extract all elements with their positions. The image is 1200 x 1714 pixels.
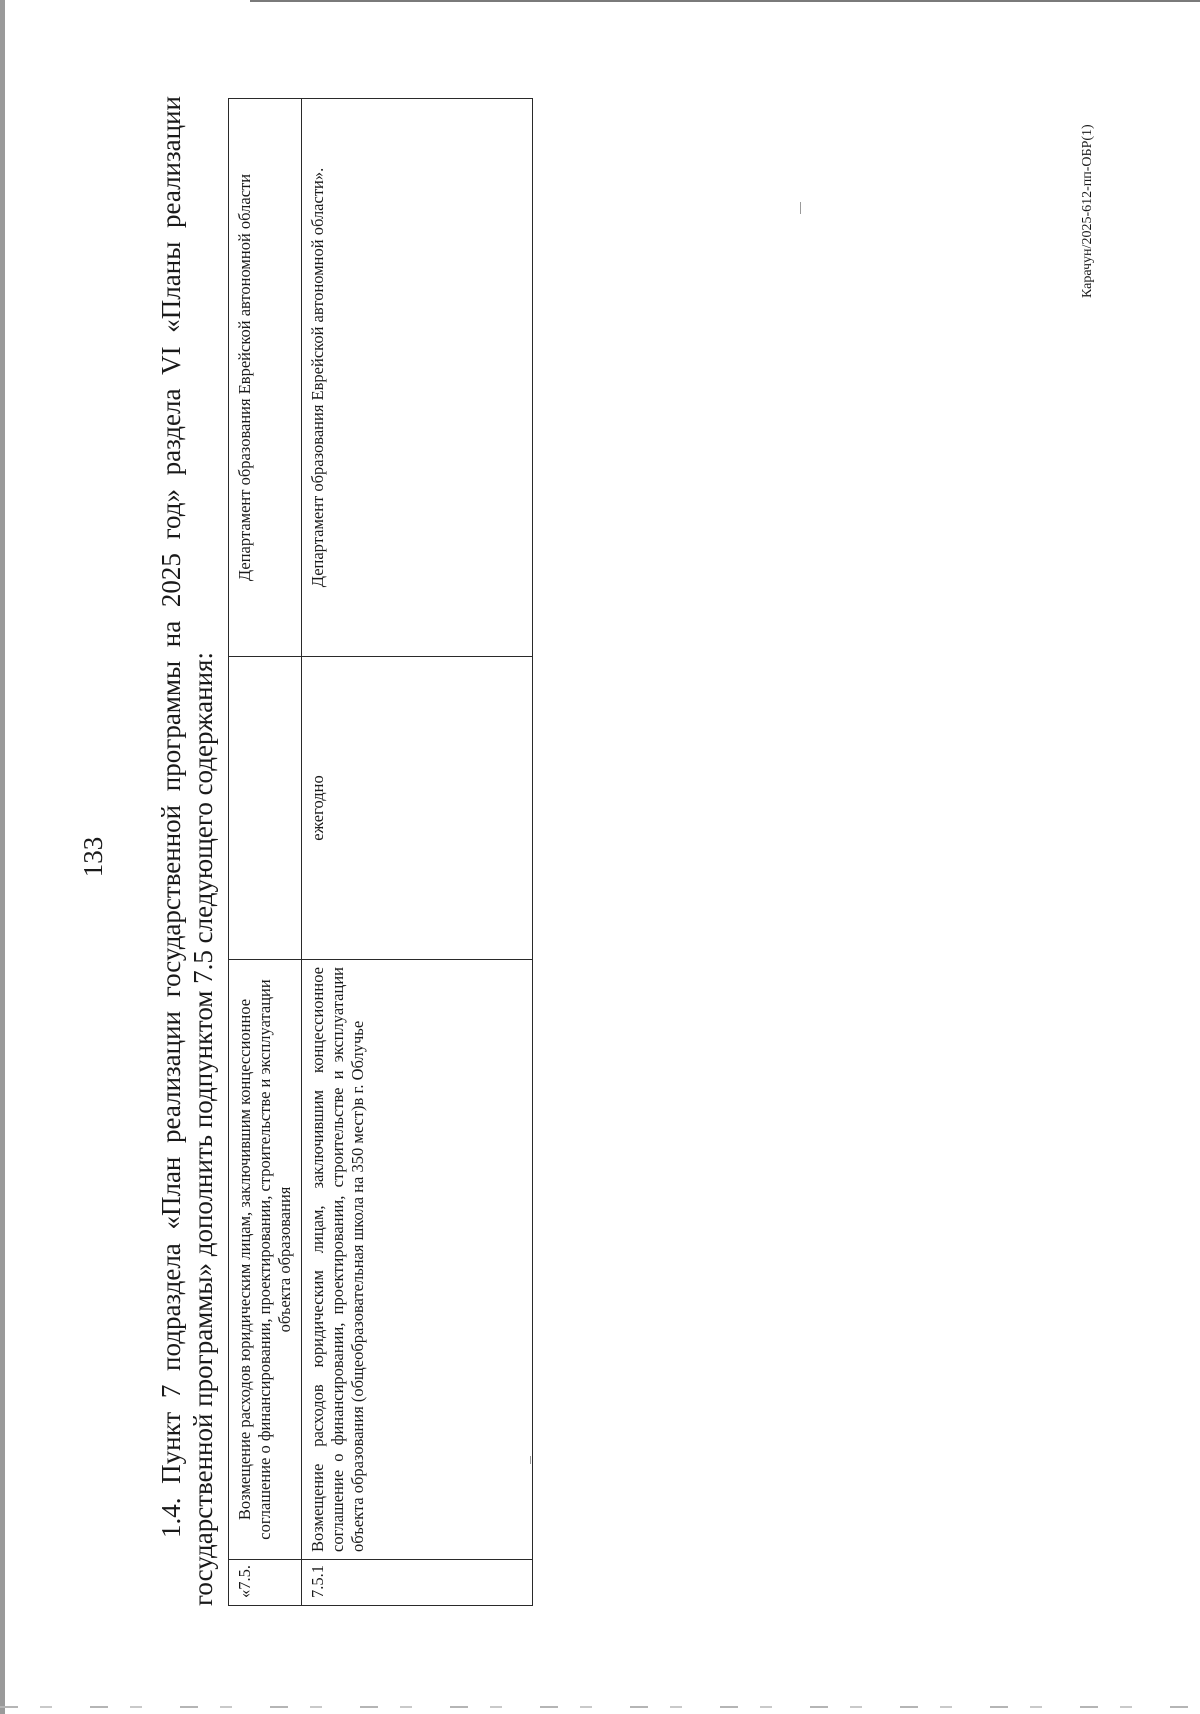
- row-responsible: Департамент образования Еврейской автономной области: [229, 99, 302, 657]
- page-number: 133: [78, 836, 108, 878]
- row-name: Возмещение расходов юридическим лицам, заключившим концессионное соглашение о финансировании, проектировании, строительстве и эксплуатации объекта образования: [229, 960, 302, 1560]
- row-term: ежегодно: [302, 657, 533, 960]
- section-heading: [155, 96, 219, 1606]
- table-row: [229, 99, 302, 1606]
- row-term: [229, 657, 302, 960]
- footer-document-code: Карачун/2025-612-пп-ОБР(1): [1080, 124, 1095, 298]
- heading-text: 1.4. Пункт 7 подраздела «План реализации государственной программы на 2025 год» раздела VI «Планы реализации государственной программы» дополнить подпунктом 7.5 следующего содержания:: [156, 96, 218, 1606]
- row-responsible: Департамент образования Еврейской автономной области».: [302, 99, 533, 657]
- row-number: «7.5.: [229, 1560, 302, 1606]
- scan-speck: [800, 202, 801, 214]
- plan-table: [228, 98, 533, 1606]
- row-name: Возмещение расходов юридическим лицам, заключившим концессионное соглашение о финансировании, проектировании, строительстве и эксплуатации объекта образования (общеобразовательная школа на 350 мест)в г. Облучье: [302, 960, 533, 1560]
- row-number: 7.5.1: [302, 1560, 533, 1606]
- scan-speck: [530, 1456, 531, 1464]
- table-row: [302, 99, 533, 1606]
